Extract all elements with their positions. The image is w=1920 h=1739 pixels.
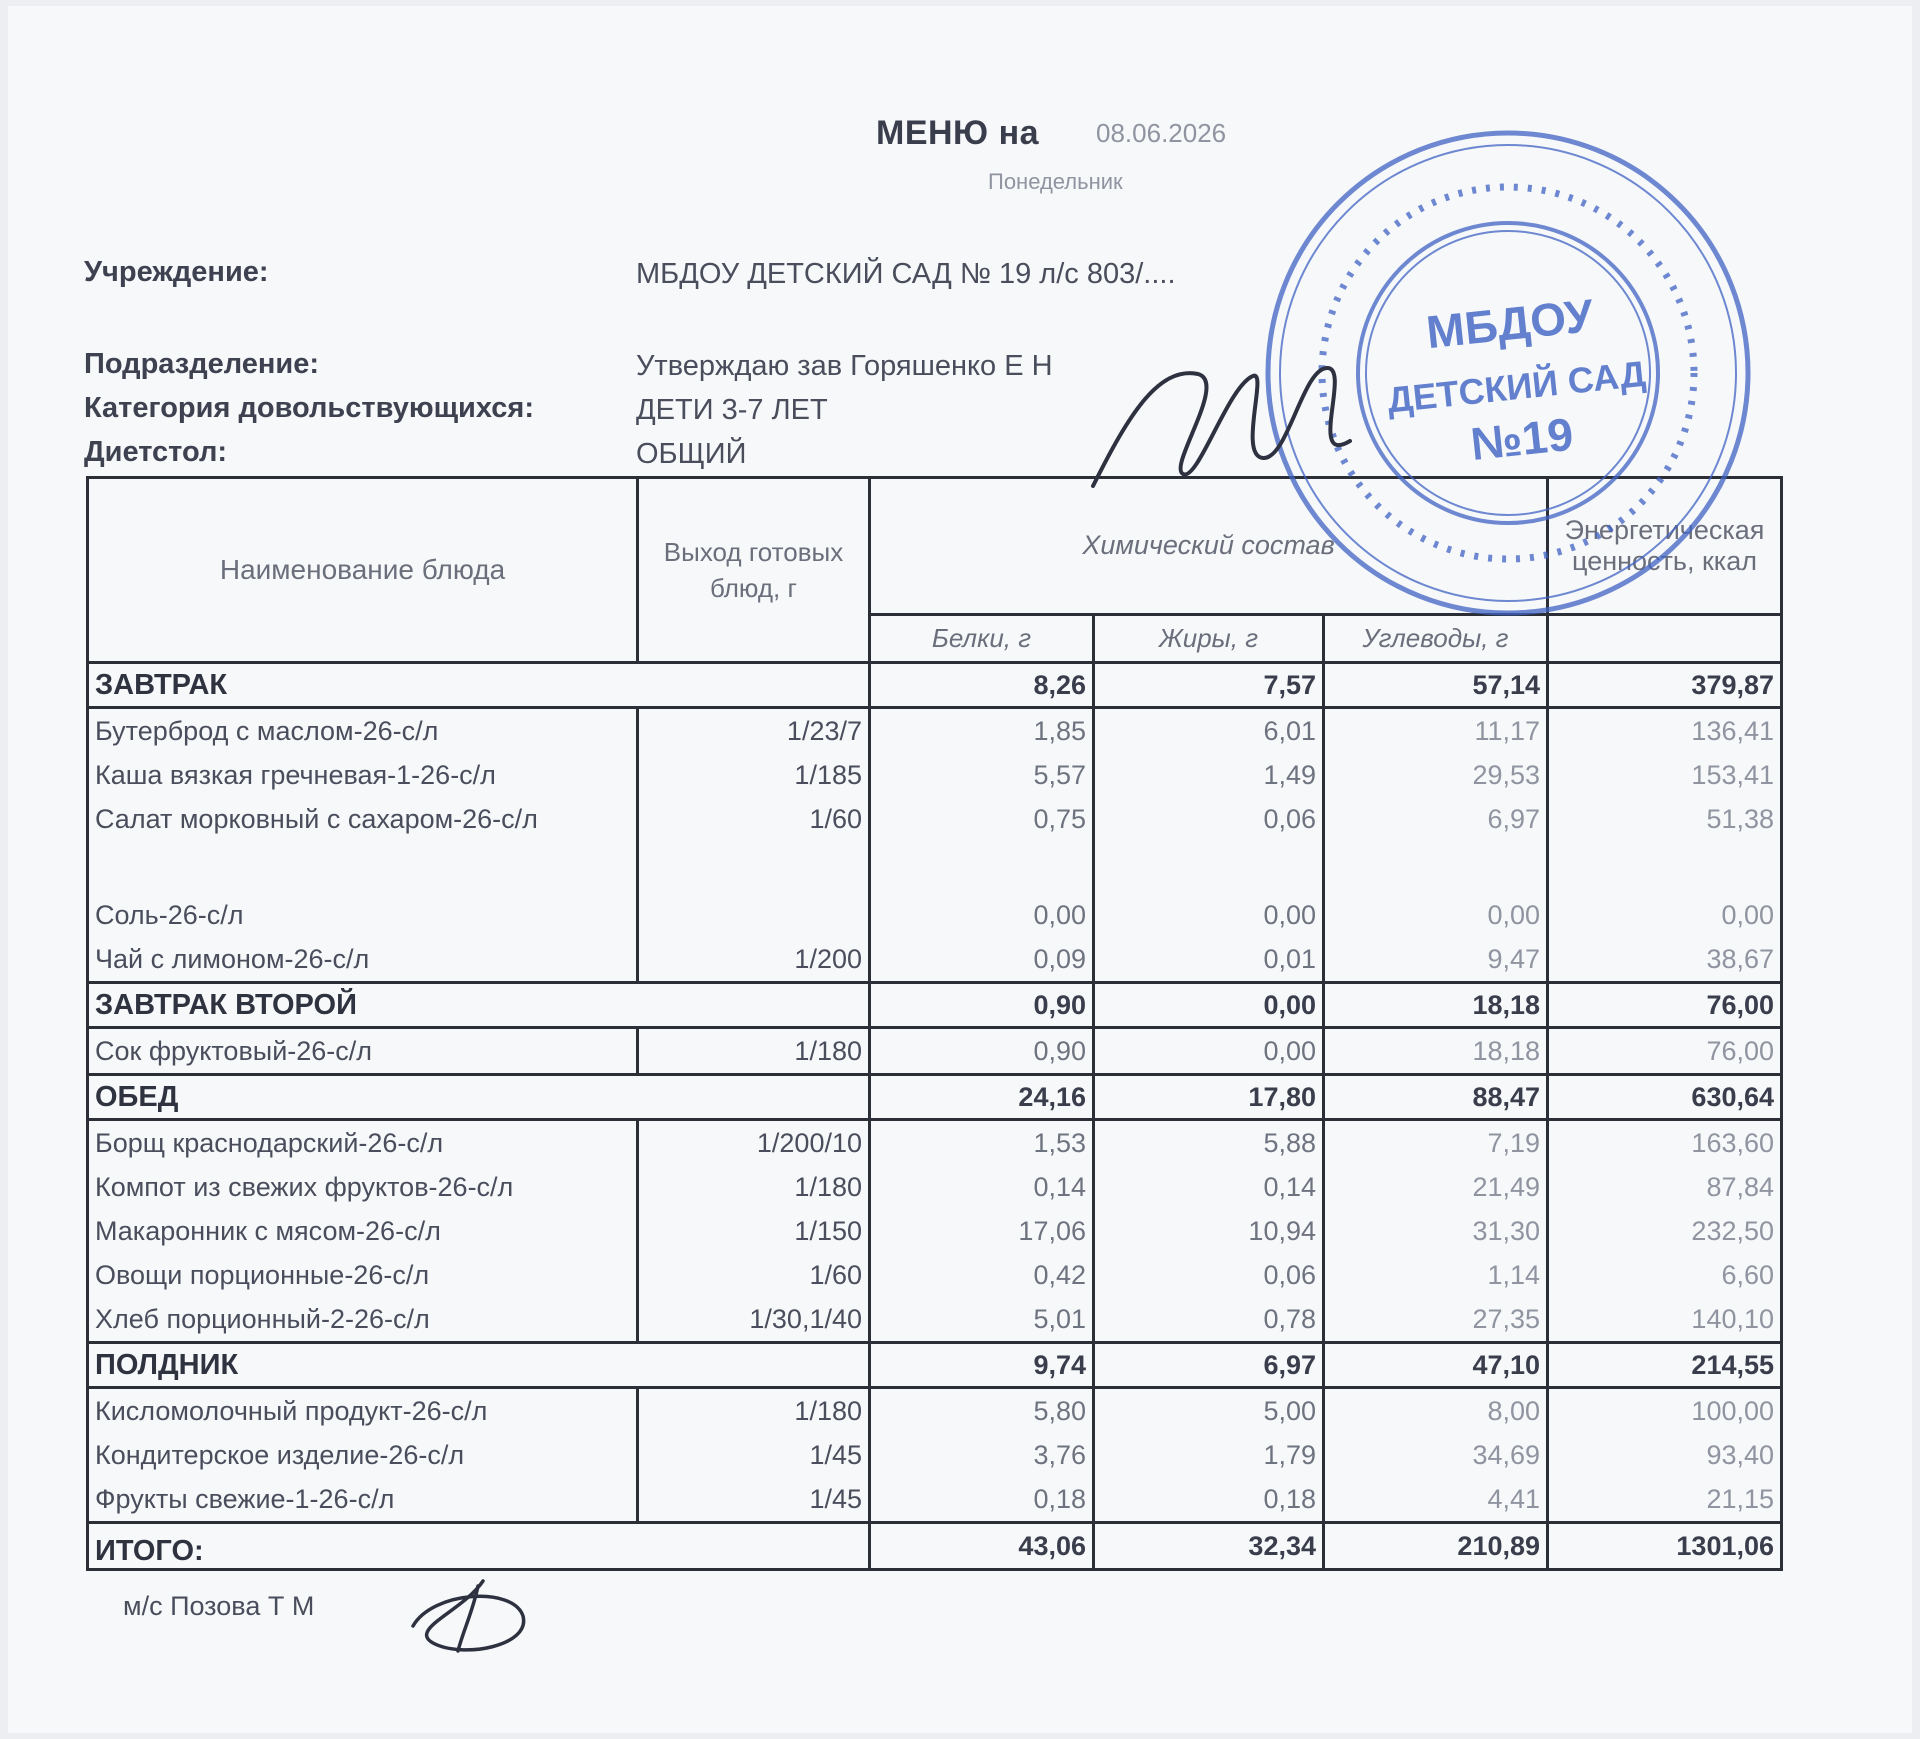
dish-output: 1/200/10	[756, 1128, 862, 1158]
dish-name: Кондитерское изделие-26-с/л	[95, 1440, 465, 1470]
section-total-proteins: 8,26	[870, 663, 1094, 708]
total-label: ИТОГО:	[88, 1523, 870, 1570]
header-output: Выход готовых блюд, г	[638, 478, 870, 663]
value-cell: 0,75	[1033, 804, 1086, 834]
header-chemical-composition: Химический состав	[870, 478, 1548, 615]
header-carbs: Углеводы, г	[1324, 614, 1548, 662]
dish-carbs	[1324, 1028, 1548, 1075]
value-cell: 8,00	[1487, 1396, 1541, 1426]
dish-fats	[1094, 1120, 1324, 1343]
value-cell: 3,76	[1033, 1440, 1086, 1470]
section-total-fats: 17,80	[1094, 1075, 1324, 1120]
grand-total-fats: 32,34	[1094, 1523, 1324, 1570]
stamp-line-2: ДЕТСКИЙ САД	[1385, 352, 1648, 421]
dish-outputs	[638, 1120, 870, 1343]
value-cell: 6,60	[1721, 1260, 1775, 1290]
value-cell: 0,90	[1033, 1036, 1086, 1066]
section-name: ПОЛДНИК	[88, 1343, 870, 1388]
section-items-row	[88, 708, 1782, 983]
section-items-row	[88, 1120, 1782, 1343]
dish-names	[88, 708, 638, 983]
value-cell: 0,18	[1263, 1484, 1316, 1514]
value-cell: 38,67	[1706, 944, 1775, 974]
section-total-fats: 6,97	[1094, 1343, 1324, 1388]
dish-output: 1/200	[794, 944, 862, 974]
value-cell: 1,14	[1487, 1260, 1541, 1290]
value-cell: 6,97	[1487, 804, 1541, 834]
section-name: ЗАВТРАК ВТОРОЙ	[88, 983, 870, 1028]
dish-name: Каша вязкая гречневая-1-26-с/л	[95, 760, 496, 790]
dish-energy	[1548, 1028, 1782, 1075]
value-cell: 0,06	[1263, 1260, 1316, 1290]
value-cell: 87,84	[1706, 1172, 1775, 1202]
manager-signature-icon	[1088, 346, 1368, 496]
value-cell: 1,53	[1033, 1128, 1086, 1158]
dish-name: Компот из свежих фруктов-26-с/л	[95, 1172, 514, 1202]
value-cell: 232,50	[1691, 1216, 1775, 1246]
dish-output: 1/23/7	[786, 716, 862, 746]
header-energy: Энергетическая ценность, ккал	[1548, 478, 1782, 615]
value-cell: 6,01	[1263, 716, 1316, 746]
dish-name: Фрукты свежие-1-26-с/л	[95, 1484, 395, 1514]
menu-title: МЕНЮ на	[876, 114, 1040, 152]
section-total-carbs: 18,18	[1324, 983, 1548, 1028]
dish-output: 1/150	[794, 1216, 862, 1246]
section-total-fats: 7,57	[1094, 663, 1324, 708]
diet-value: ОБЩИЙ	[636, 438, 747, 470]
value-cell: 4,41	[1487, 1484, 1541, 1514]
division-label: Подразделение:	[84, 348, 320, 380]
value-cell: 100,00	[1691, 1396, 1775, 1426]
dish-output	[645, 893, 862, 937]
dish-names	[88, 1120, 638, 1343]
menu-weekday: Понедельник	[988, 169, 1123, 194]
section-total-carbs: 88,47	[1324, 1075, 1548, 1120]
dish-output: 1/185	[794, 760, 862, 790]
dish-energy	[1548, 708, 1782, 983]
value-cell: 153,41	[1691, 760, 1775, 790]
dish-name: Кисломолочный продукт-26-с/л	[95, 1396, 488, 1426]
dish-output: 1/180	[794, 1396, 862, 1426]
menu-date: 08.06.2026	[1096, 118, 1227, 148]
dish-proteins	[870, 708, 1094, 983]
grand-total-carbs: 210,89	[1324, 1523, 1548, 1570]
value-cell: 1,79	[1263, 1440, 1316, 1470]
dish-carbs	[1324, 1388, 1548, 1523]
dish-output: 1/30,1/40	[749, 1304, 862, 1334]
value-cell: 0,14	[1263, 1172, 1316, 1202]
dish-outputs	[638, 1388, 870, 1523]
dish-output: 1/180	[794, 1172, 862, 1202]
section-name: ОБЕД	[88, 1075, 870, 1120]
value-cell: 21,49	[1472, 1172, 1541, 1202]
category-value: ДЕТИ 3-7 ЛЕТ	[636, 394, 828, 426]
value-cell: 29,53	[1472, 760, 1541, 790]
value-cell: 0,00	[1487, 900, 1541, 930]
menu-table	[86, 476, 1783, 1571]
nurse-signature-icon	[403, 1571, 543, 1661]
grand-total-proteins: 43,06	[870, 1523, 1094, 1570]
value-cell: 136,41	[1691, 716, 1775, 746]
dish-name: Макаронник с мясом-26-с/л	[95, 1216, 441, 1246]
dish-name: Хлеб порционный-2-26-с/л	[95, 1304, 430, 1334]
grand-total-row	[88, 1523, 1782, 1570]
section-total-proteins: 0,90	[870, 983, 1094, 1028]
section-total-proteins: 24,16	[870, 1075, 1094, 1120]
section-items-row	[88, 1028, 1782, 1075]
institution-label: Учреждение:	[84, 256, 269, 288]
value-cell: 0,00	[1033, 900, 1086, 930]
value-cell: 0,42	[1033, 1260, 1086, 1290]
dish-name: Соль-26-с/л	[95, 900, 244, 930]
dish-fats	[1094, 708, 1324, 983]
stamp-line-3: №19	[1468, 407, 1576, 471]
value-cell: 0,01	[1263, 944, 1316, 974]
value-cell: 163,60	[1691, 1128, 1775, 1158]
division-value: Утверждаю зав Горяшенко Е Н	[636, 350, 1053, 382]
dish-fats	[1094, 1028, 1324, 1075]
value-cell: 51,38	[1706, 804, 1775, 834]
value-cell: 93,40	[1706, 1440, 1775, 1470]
institution-value: МБДОУ ДЕТСКИЙ САД № 19 л/с 803/....	[636, 258, 1176, 290]
dish-outputs	[638, 708, 870, 983]
dish-name: Овощи порционные-26-с/л	[95, 1260, 430, 1290]
header-proteins: Белки, г	[870, 614, 1094, 662]
value-cell: 31,30	[1472, 1216, 1541, 1246]
section-total-proteins: 9,74	[870, 1343, 1094, 1388]
dish-name: Бутерброд с маслом-26-с/л	[95, 716, 439, 746]
section-total-energy: 76,00	[1548, 983, 1782, 1028]
value-cell: 34,69	[1472, 1440, 1541, 1470]
value-cell: 0,09	[1033, 944, 1086, 974]
value-cell: 1,49	[1263, 760, 1316, 790]
value-cell: 11,17	[1474, 716, 1541, 746]
value-cell: 5,88	[1263, 1128, 1316, 1158]
value-cell: 76,00	[1706, 1036, 1775, 1066]
nurse-signature-label: м/с Позова Т М	[123, 1591, 315, 1621]
value-cell: 0,00	[1263, 900, 1316, 930]
value-cell: 0,14	[1033, 1172, 1086, 1202]
header-fats: Жиры, г	[1094, 614, 1324, 662]
dish-name: Салат морковный с сахаром-26-с/л	[95, 804, 538, 834]
value-cell: 0,00	[1263, 1036, 1316, 1066]
dish-output: 1/45	[809, 1440, 862, 1470]
grand-total-energy: 1301,06	[1548, 1523, 1782, 1570]
value-cell: 7,19	[1487, 1128, 1541, 1158]
value-cell: 5,01	[1033, 1304, 1086, 1334]
dish-name: Сок фруктовый-26-с/л	[95, 1036, 373, 1066]
category-label: Категория довольствующихся:	[84, 392, 534, 424]
dish-carbs	[1324, 1120, 1548, 1343]
dish-name: Чай с лимоном-26-с/л	[95, 944, 370, 974]
section-total-carbs: 57,14	[1324, 663, 1548, 708]
value-cell: 0,78	[1263, 1304, 1316, 1334]
dish-carbs	[1324, 708, 1548, 983]
value-cell: 140,10	[1691, 1304, 1775, 1334]
document-sheet	[8, 6, 1912, 1733]
value-cell: 21,15	[1706, 1484, 1775, 1514]
value-cell: 0,18	[1033, 1484, 1086, 1514]
value-cell: 9,47	[1487, 944, 1541, 974]
value-cell: 17,06	[1018, 1216, 1086, 1246]
section-name: ЗАВТРАК	[88, 663, 870, 708]
dish-name: Борщ краснодарский-26-с/л	[95, 1128, 444, 1158]
section-total-energy: 630,64	[1548, 1075, 1782, 1120]
dish-output: 1/180	[794, 1036, 862, 1066]
dish-outputs	[638, 1028, 870, 1075]
dish-proteins	[870, 1120, 1094, 1343]
section-header-row	[88, 1343, 1782, 1388]
section-items-row	[88, 1388, 1782, 1523]
value-cell: 5,00	[1263, 1396, 1316, 1426]
dish-output: 1/60	[809, 804, 862, 834]
section-total-carbs: 47,10	[1324, 1343, 1548, 1388]
stamp-line-1: МБДОУ	[1423, 288, 1596, 359]
dish-names	[88, 1028, 638, 1075]
section-total-energy: 214,55	[1548, 1343, 1782, 1388]
value-cell: 10,94	[1248, 1216, 1316, 1246]
value-cell: 18,18	[1472, 1036, 1541, 1066]
value-cell: 27,35	[1472, 1304, 1541, 1334]
value-cell: 0,00	[1721, 900, 1775, 930]
dish-proteins	[870, 1388, 1094, 1523]
dish-names	[88, 1388, 638, 1523]
value-cell: 5,80	[1033, 1396, 1086, 1426]
section-total-fats: 0,00	[1094, 983, 1324, 1028]
dish-proteins	[870, 1028, 1094, 1075]
value-cell: 5,57	[1033, 760, 1086, 790]
dish-energy	[1548, 1120, 1782, 1343]
diet-label: Диетстол:	[84, 436, 228, 468]
value-cell: 1,85	[1033, 716, 1086, 746]
dish-output: 1/45	[809, 1484, 862, 1514]
header-dish-name: Наименование блюда	[88, 478, 638, 663]
section-header-row	[88, 663, 1782, 708]
dish-energy	[1548, 1388, 1782, 1523]
section-header-row	[88, 1075, 1782, 1120]
section-total-energy: 379,87	[1548, 663, 1782, 708]
dish-output: 1/60	[809, 1260, 862, 1290]
value-cell: 0,06	[1263, 804, 1316, 834]
dish-fats	[1094, 1388, 1324, 1523]
section-header-row	[88, 983, 1782, 1028]
